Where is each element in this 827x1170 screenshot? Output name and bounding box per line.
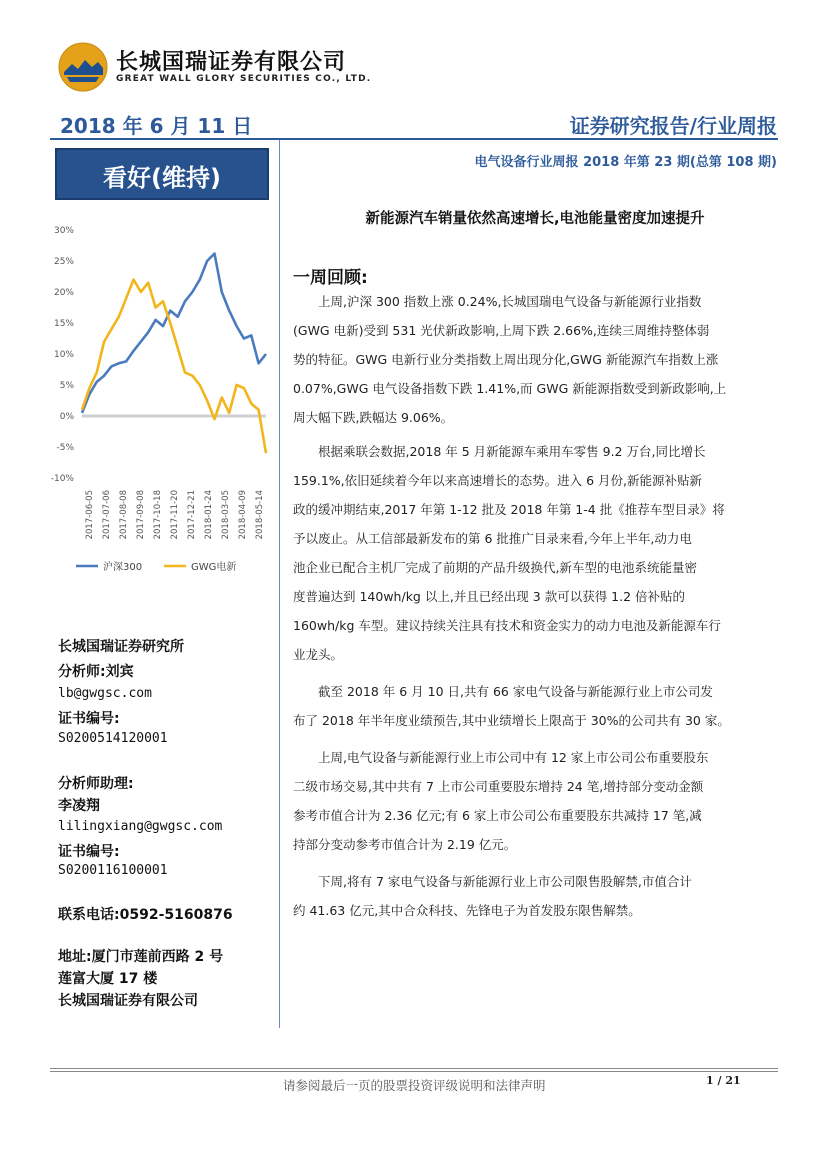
report-type: 证券研究报告/行业周报 [569, 114, 777, 138]
rating-badge [55, 148, 269, 200]
assistant-label: 分析师助理: [58, 776, 134, 792]
x-tick-label: 2017-10-18 [153, 490, 163, 540]
y-tick-label: 10% [53, 350, 74, 360]
footer-disclaimer[interactable]: 请参阅最后一页的股票投资评级说明和法律声明 [283, 1078, 546, 1093]
footer-divider-2 [50, 1071, 778, 1072]
address-line-3: 长城国瑞证券有限公司 [58, 993, 198, 1009]
address-line-1: 地址:厦门市莲前西路 2 号 [58, 949, 224, 965]
x-tick-label: 2017-11-20 [170, 490, 180, 540]
rating-label: 看好(维持) [103, 164, 221, 192]
body-line: 160wh/kg 车型。建议持续关注具有技术和资金实力的动力电池及新能源车行 [293, 618, 721, 633]
body-line: 势的特征。GWG 电新行业分类指数上周出现分化,GWG 新能源汽车指数上涨 [293, 352, 719, 367]
assistant-cert: S0200116100001 [58, 863, 168, 878]
body-line: (GWG 电新)受到 531 光伏新政影响,上周下跌 2.66%,连续三周维持整体弱 [293, 323, 710, 338]
y-tick-label: 5% [59, 381, 74, 391]
body-line: 予以废止。从工信部最新发布的第 6 批推广目录来看,今年上半年,动力电 [293, 531, 692, 546]
y-tick-label: 30% [53, 226, 74, 236]
section-heading: 一周回顾: [293, 268, 368, 288]
y-tick-label: -10% [50, 474, 74, 484]
body-line: 政的缓冲期结束,2017 年第 1-12 批及 2018 年第 1-4 批《推荐车型目录》将 [293, 502, 725, 517]
body-line: 根据乘联会数据,2018 年 5 月新能源车乘用车零售 9.2 万台,同比增长 [318, 444, 706, 459]
y-tick-label: 20% [53, 288, 74, 298]
report-date: 2018 年 6 月 11 日 [60, 114, 253, 138]
body-line: 业龙头。 [293, 647, 344, 662]
body-line: 上周,电气设备与新能源行业上市公司中有 12 家上市公司公布重要股东 [318, 750, 709, 765]
legend-label-1: GWG电新 [191, 562, 237, 573]
assistant-name: 李凌翔 [58, 798, 100, 814]
body-line: 二级市场交易,其中共有 7 上市公司重要股东增持 24 笔,增持部分变动金额 [293, 779, 704, 794]
institute-name: 长城国瑞证券研究所 [58, 639, 184, 655]
body-line: 约 41.63 亿元,其中合众科技、先锋电子为首发股东限售解禁。 [293, 903, 641, 918]
x-tick-label: 2017-07-06 [102, 490, 112, 540]
analyst-email[interactable]: lb@gwgsc.com [58, 686, 152, 701]
x-tick-label: 2017-06-05 [85, 490, 95, 540]
x-tick-label: 2018-01-24 [204, 490, 214, 540]
body-line: 池企业已配合主机厂完成了前期的产品升级换代,新车型的电池系统能量密 [293, 560, 697, 575]
legend-label-0: 沪深300 [103, 562, 143, 573]
x-tick-label: 2018-03-05 [221, 490, 231, 540]
x-tick-label: 2017-08-08 [119, 490, 129, 540]
assistant-cert-label: 证书编号: [58, 844, 120, 860]
column-divider [279, 140, 280, 1028]
body-line: 159.1%,依旧延续着今年以来高速增长的态势。进入 6 月份,新能源补贴新 [293, 473, 703, 488]
analyst-name: 分析师:刘宾 [58, 664, 134, 680]
company-logo [58, 42, 372, 94]
chart-svg [44, 220, 272, 600]
y-tick-label: 15% [53, 319, 74, 329]
series-line-1 [82, 280, 266, 454]
body-line: 上周,沪深 300 指数上涨 0.24%,长城国瑞电气设备与新能源行业指数 [318, 294, 702, 309]
y-tick-label: 25% [53, 257, 74, 267]
body-line: 下周,将有 7 家电气设备与新能源行业上市公司限售股解禁,市值合计 [318, 874, 692, 889]
index-performance-chart [44, 220, 272, 600]
report-issue-title: 电气设备行业周报 2018 年第 23 期(总第 108 期) [474, 155, 777, 170]
body-line: 度普遍达到 140wh/kg 以上,并且已经出现 3 款可以获得 1.2 倍补贴的 [293, 589, 686, 604]
y-tick-label: -5% [56, 443, 74, 453]
body-line: 持部分变动参考市值合计为 2.19 亿元。 [293, 837, 517, 852]
analyst-cert-label: 证书编号: [58, 711, 120, 727]
x-tick-label: 2017-12-21 [187, 490, 197, 540]
x-tick-label: 2018-05-14 [255, 490, 265, 540]
company-name-en: GREAT WALL GLORY SECURITIES CO., LTD. [116, 74, 372, 84]
analyst-cert: S0200514120001 [58, 731, 168, 746]
address-line-2: 莲富大厦 17 楼 [58, 971, 158, 987]
body-line: 周大幅下跌,跌幅达 9.06%。 [293, 410, 454, 425]
x-tick-label: 2018-04-09 [238, 490, 248, 540]
page-number: 1 / 21 [706, 1074, 741, 1087]
y-tick-label: 0% [59, 412, 74, 422]
contact-phone: 联系电话:0592-5160876 [58, 907, 233, 923]
body-line: 截至 2018 年 6 月 10 日,共有 66 家电气设备与新能源行业上市公司发 [318, 684, 713, 699]
body-line: 参考市值合计为 2.36 亿元;有 6 家上市公司公布重要股东共减持 17 笔,减 [293, 808, 702, 823]
x-tick-label: 2017-09-08 [136, 490, 146, 540]
body-line: 布了 2018 年半年度业绩预告,其中业绩增长上限高于 30%的公司共有 30 家。 [293, 713, 730, 728]
header-divider [50, 138, 778, 140]
great-wall-logo-icon [58, 42, 108, 92]
body-line: 0.07%,GWG 电气设备指数下跌 1.41%,而 GWG 新能源指数受到新政影响,上 [293, 381, 727, 396]
report-headline: 新能源汽车销量依然高速增长,电池能量密度加速提升 [365, 211, 705, 227]
footer-divider [50, 1068, 778, 1069]
assistant-email[interactable]: lilingxiang@gwgsc.com [58, 819, 223, 834]
company-name-cn: 长城国瑞证券有限公司 [116, 50, 347, 75]
